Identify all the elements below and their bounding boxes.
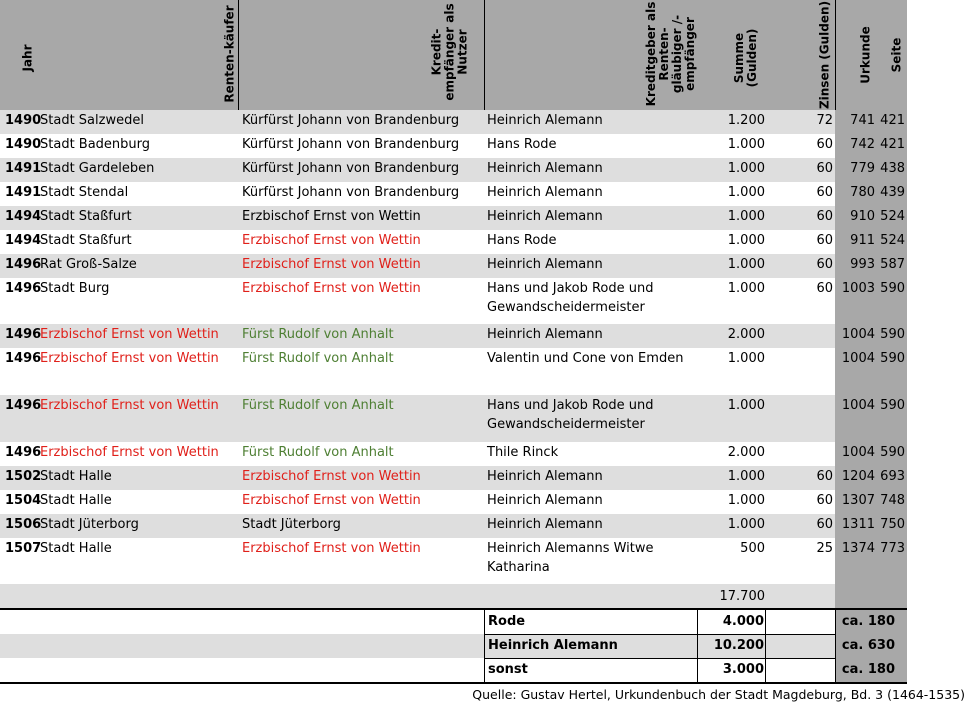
year-cell: 1496 xyxy=(5,327,42,342)
zinsen-cell: 60 xyxy=(816,137,833,152)
seite-cell: 748 xyxy=(880,493,905,508)
summary-divider xyxy=(484,634,835,635)
summe-cell: 2.000 xyxy=(727,327,765,342)
kreditempfaenger-cell: Erzbischof Ernst von Wettin xyxy=(242,493,421,508)
summary-amount: 10.200 xyxy=(713,638,764,653)
summe-cell: 1.000 xyxy=(727,398,765,413)
kreditempfaenger-cell: Erzbischof Ernst von Wettin xyxy=(242,257,421,272)
summary-name: Heinrich Alemann xyxy=(488,638,618,653)
seite-cell: 587 xyxy=(880,257,905,272)
header-zinsen: Zinsen (Gulden) xyxy=(817,0,832,110)
seite-cell: 590 xyxy=(880,351,905,366)
kreditempfaenger-cell: Fürst Rudolf von Anhalt xyxy=(242,327,394,342)
header-rentenkaeufer: Renten-käufer xyxy=(222,5,237,103)
table-row xyxy=(0,110,905,134)
rentenkaeufer-cell: Stadt Stendal xyxy=(40,185,129,200)
urkunde-cell: 1004 xyxy=(841,351,875,366)
urkunde-cell: 1003 xyxy=(841,281,875,296)
summe-cell: 1.000 xyxy=(727,469,765,484)
kreditempfaenger-cell: Erzbischof Ernst von Wettin xyxy=(242,469,421,484)
urkunde-cell: 910 xyxy=(850,209,875,224)
kreditempfaenger-cell: Erzbischof Ernst von Wettin xyxy=(242,541,421,556)
zinsen-cell: 60 xyxy=(816,185,833,200)
year-cell: 1496 xyxy=(5,351,42,366)
rentenkaeufer-cell: Stadt Jüterborg xyxy=(40,517,139,532)
zinsen-cell: 60 xyxy=(816,469,833,484)
kreditgeber-cell: Heinrich Alemann xyxy=(487,113,603,128)
kreditempfaenger-cell: Erzbischof Ernst von Wettin xyxy=(242,233,421,248)
urkunde-cell: 1004 xyxy=(841,327,875,342)
year-cell: 1507 xyxy=(5,541,42,556)
kreditgeber-cell: Heinrich Alemann xyxy=(487,493,603,508)
urkunde-cell: 779 xyxy=(850,161,875,176)
summe-cell: 1.000 xyxy=(727,209,765,224)
year-cell: 1496 xyxy=(5,398,42,413)
rentenkaeufer-cell: Erzbischof Ernst von Wettin xyxy=(40,327,219,342)
kreditempfaenger-cell: Kürfürst Johann von Brandenburg xyxy=(242,113,460,128)
year-cell: 1504 xyxy=(5,493,42,508)
kreditgeber-cell: Heinrich Alemann xyxy=(487,161,603,176)
summe-cell: 1.200 xyxy=(727,113,765,128)
kreditgeber-cell: Hans und Jakob Rode und Gewandscheidermeister xyxy=(487,281,654,315)
year-cell: 1502 xyxy=(5,469,42,484)
summe-cell: 1.000 xyxy=(727,351,765,366)
table-row xyxy=(0,324,905,348)
summe-cell: 1.000 xyxy=(727,185,765,200)
zinsen-cell: 60 xyxy=(816,233,833,248)
header-summe: Summe (Gulden) xyxy=(732,28,759,88)
rentenkaeufer-cell: Stadt Halle xyxy=(40,541,112,556)
seite-cell: 524 xyxy=(880,209,905,224)
kreditempfaenger-cell: Kürfürst Johann von Brandenburg xyxy=(242,137,460,152)
table-row xyxy=(0,158,905,182)
rentenkaeufer-cell: Erzbischof Ernst von Wettin xyxy=(40,445,219,460)
rentenkaeufer-cell: Rat Groß-Salze xyxy=(40,257,137,272)
zinsen-cell: 60 xyxy=(816,161,833,176)
header-kreditempfaenger: Kredit- empfänger als Nutzer xyxy=(429,3,470,101)
urkunde-cell: 742 xyxy=(850,137,875,152)
summary-divider xyxy=(697,610,698,682)
year-cell: 1496 xyxy=(5,281,42,296)
rentenkaeufer-cell: Erzbischof Ernst von Wettin xyxy=(40,351,219,366)
year-cell: 1491 xyxy=(5,161,42,176)
kreditempfaenger-cell: Erzbischof Ernst von Wettin xyxy=(242,209,421,224)
summe-cell: 2.000 xyxy=(727,445,765,460)
year-cell: 1491 xyxy=(5,185,42,200)
total-sum: 17.700 xyxy=(719,589,765,604)
header-divider xyxy=(238,0,239,110)
table-row xyxy=(0,182,905,206)
kreditgeber-cell: Heinrich Alemann xyxy=(487,327,603,342)
urkunde-cell: 1204 xyxy=(841,469,875,484)
summary-divider xyxy=(484,658,835,659)
kreditgeber-cell: Heinrich Alemann xyxy=(487,469,603,484)
summary-bottom-rule xyxy=(0,682,907,684)
kreditgeber-cell: Heinrich Alemanns Witwe Katharina xyxy=(487,541,654,575)
header-jahr: Jahr xyxy=(20,44,35,72)
urkunde-cell: 1311 xyxy=(841,517,875,532)
kreditempfaenger-cell: Kürfürst Johann von Brandenburg xyxy=(242,161,460,176)
seite-cell: 524 xyxy=(880,233,905,248)
rentenkaeufer-cell: Stadt Halle xyxy=(40,493,112,508)
urkunde-cell: 1004 xyxy=(841,398,875,413)
kreditempfaenger-cell: Fürst Rudolf von Anhalt xyxy=(242,351,394,366)
table-row xyxy=(0,278,905,324)
zinsen-cell: 60 xyxy=(816,209,833,224)
rentenkaeufer-cell: Stadt Badenburg xyxy=(40,137,151,152)
kreditgeber-cell: Thile Rinck xyxy=(487,445,559,460)
zinsen-cell: 60 xyxy=(816,493,833,508)
kreditgeber-cell: Heinrich Alemann xyxy=(487,209,603,224)
summe-cell: 1.000 xyxy=(727,161,765,176)
kreditgeber-cell: Heinrich Alemann xyxy=(487,185,603,200)
urkunde-cell: 1307 xyxy=(841,493,875,508)
table-row xyxy=(0,206,905,230)
seite-cell: 590 xyxy=(880,445,905,460)
kreditempfaenger-cell: Kürfürst Johann von Brandenburg xyxy=(242,185,460,200)
zinsen-cell: 25 xyxy=(816,541,833,556)
seite-cell: 750 xyxy=(880,517,905,532)
table-row xyxy=(0,348,905,395)
rentenkaeufer-cell: Stadt Gardeleben xyxy=(40,161,155,176)
table-row xyxy=(0,254,905,278)
year-cell: 1490 xyxy=(5,137,42,152)
rentenkaeufer-cell: Stadt Staßfurt xyxy=(40,233,132,248)
seite-cell: 439 xyxy=(880,185,905,200)
rentenkaeufer-cell: Erzbischof Ernst von Wettin xyxy=(40,398,219,413)
seite-cell: 693 xyxy=(880,469,905,484)
kreditempfaenger-cell: Fürst Rudolf von Anhalt xyxy=(242,398,394,413)
summe-cell: 1.000 xyxy=(727,493,765,508)
summary-zinsen: ca. 180 xyxy=(841,662,895,677)
urkunde-cell: 741 xyxy=(850,113,875,128)
zinsen-cell: 72 xyxy=(816,113,833,128)
zinsen-cell: 60 xyxy=(816,257,833,272)
rentenkaeufer-cell: Stadt Burg xyxy=(40,281,110,296)
urkunde-cell: 780 xyxy=(850,185,875,200)
table-row xyxy=(0,490,905,514)
seite-cell: 421 xyxy=(880,113,905,128)
table-row xyxy=(0,395,905,442)
kreditempfaenger-cell: Stadt Jüterborg xyxy=(242,517,341,532)
rentenkaeufer-cell: Stadt Halle xyxy=(40,469,112,484)
summary-row xyxy=(0,634,835,658)
year-cell: 1496 xyxy=(5,257,42,272)
seite-cell: 438 xyxy=(880,161,905,176)
summary-zinsen: ca. 630 xyxy=(841,638,895,653)
seite-cell: 590 xyxy=(880,327,905,342)
kreditgeber-cell: Heinrich Alemann xyxy=(487,257,603,272)
rentenkaeufer-cell: Stadt Staßfurt xyxy=(40,209,132,224)
summary-zinsen: ca. 180 xyxy=(841,614,895,629)
summe-cell: 1.000 xyxy=(727,233,765,248)
summary-divider xyxy=(835,610,836,682)
summary-amount: 4.000 xyxy=(722,614,764,629)
header-seite: Seite xyxy=(889,37,904,73)
table-row xyxy=(0,230,905,254)
table-row xyxy=(0,514,905,538)
kreditgeber-cell: Heinrich Alemann xyxy=(487,517,603,532)
zinsen-cell: 60 xyxy=(816,281,833,296)
year-cell: 1490 xyxy=(5,113,42,128)
total-row xyxy=(0,584,835,608)
source-citation: Quelle: Gustav Hertel, Urkundenbuch der Stadt Magdeburg, Bd. 3 (1464-1535) xyxy=(472,687,965,702)
summary-name: sonst xyxy=(488,662,528,677)
summary-amount: 3.000 xyxy=(722,662,764,677)
urkunde-cell: 1374 xyxy=(841,541,875,556)
urkunde-cell: 911 xyxy=(850,233,875,248)
kreditempfaenger-cell: Fürst Rudolf von Anhalt xyxy=(242,445,394,460)
year-cell: 1506 xyxy=(5,517,42,532)
header-kreditgeber: Kreditgeber als Renten- gläubiger /- empfänger xyxy=(644,1,697,107)
kreditgeber-cell: Hans und Jakob Rode und Gewandscheidermeister xyxy=(487,398,654,432)
table-row xyxy=(0,442,905,466)
year-cell: 1494 xyxy=(5,209,42,224)
summary-row xyxy=(0,610,835,634)
seite-cell: 590 xyxy=(880,398,905,413)
kreditgeber-cell: Hans Rode xyxy=(487,233,557,248)
summary-divider xyxy=(484,610,485,682)
table-row xyxy=(0,466,905,490)
table-row xyxy=(0,134,905,158)
seite-cell: 773 xyxy=(880,541,905,556)
seite-cell: 590 xyxy=(880,281,905,296)
seite-cell: 421 xyxy=(880,137,905,152)
urkunde-cell: 1004 xyxy=(841,445,875,460)
table-row xyxy=(0,538,905,586)
zinsen-cell: 60 xyxy=(816,517,833,532)
summe-cell: 1.000 xyxy=(727,257,765,272)
summary-row xyxy=(0,658,835,682)
summe-cell: 1.000 xyxy=(727,281,765,296)
rentenkaeufer-cell: Stadt Salzwedel xyxy=(40,113,144,128)
urkunde-cell: 993 xyxy=(850,257,875,272)
summe-cell: 1.000 xyxy=(727,137,765,152)
header-divider xyxy=(835,0,836,110)
year-cell: 1496 xyxy=(5,445,42,460)
header-urkunde: Urkunde xyxy=(858,26,873,84)
header-divider xyxy=(484,0,485,110)
kreditgeber-cell: Hans Rode xyxy=(487,137,557,152)
year-cell: 1494 xyxy=(5,233,42,248)
summary-name: Rode xyxy=(488,614,526,629)
summe-cell: 500 xyxy=(740,541,765,556)
kreditgeber-cell: Valentin und Cone von Emden xyxy=(487,351,684,366)
summe-cell: 1.000 xyxy=(727,517,765,532)
summary-divider xyxy=(765,610,766,682)
kreditempfaenger-cell: Erzbischof Ernst von Wettin xyxy=(242,281,421,296)
